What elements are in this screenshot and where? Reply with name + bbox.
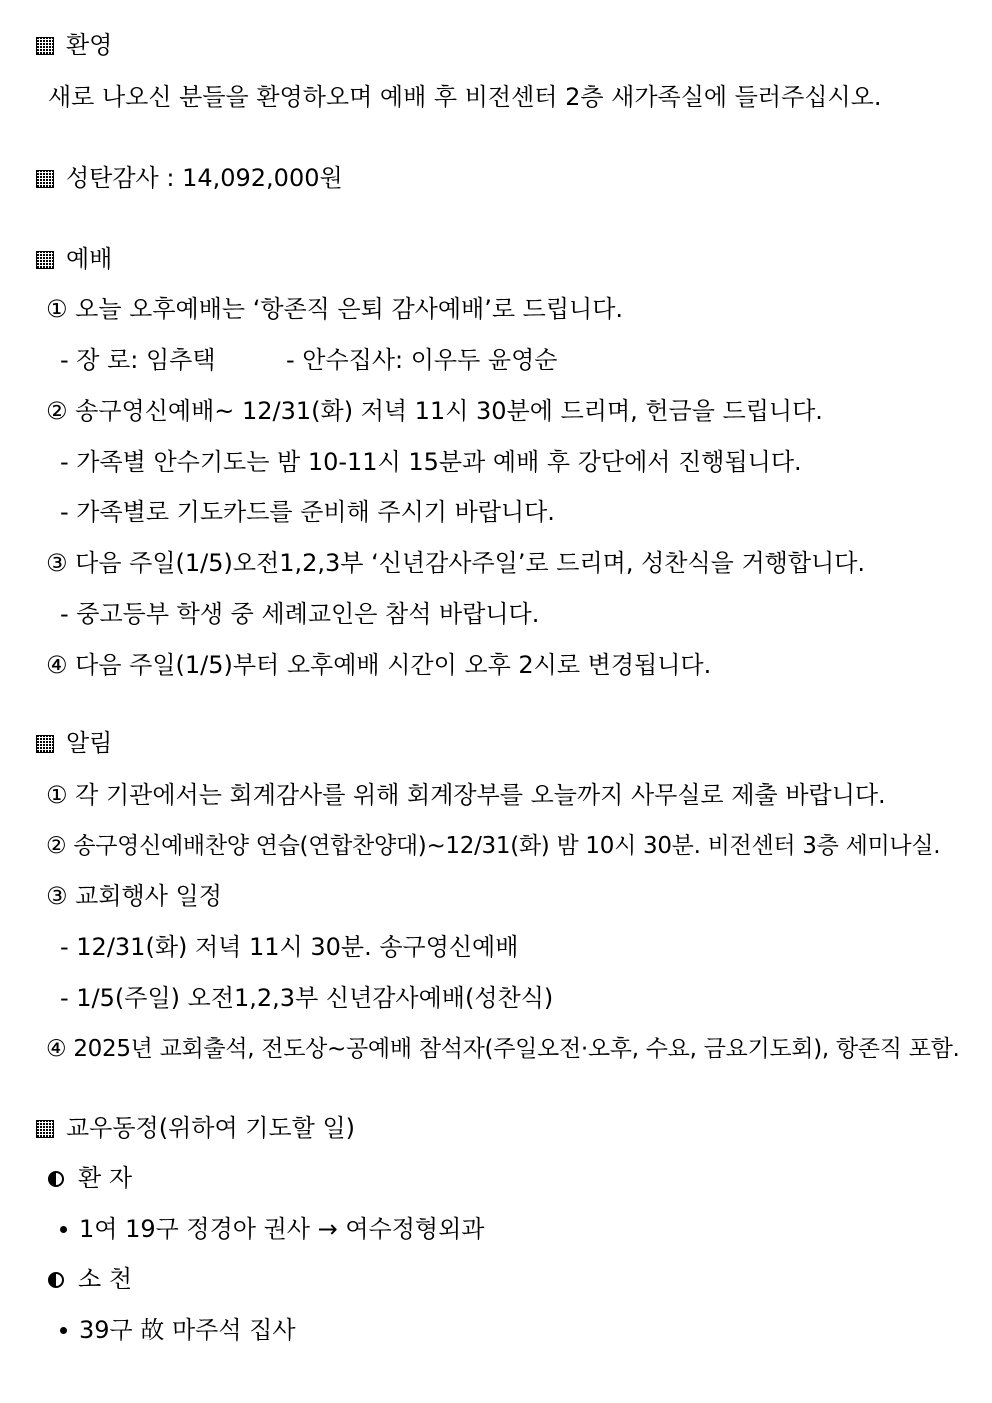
square-bullet-icon — [36, 251, 54, 269]
welcome-heading — [36, 28, 112, 62]
half-circle-icon — [48, 1171, 64, 1187]
worship-item-2-sub-1: - 가족별 안수기도는 밤 10-11시 15분과 예배 후 강단에서 진행됩니다. — [60, 448, 802, 476]
notice-heading — [36, 726, 112, 760]
worship-item-2-sub-2: - 가족별로 기도카드를 준비해 주시기 바랍니다. — [60, 498, 555, 526]
square-bullet-icon — [36, 170, 54, 188]
welcome-text: 새로 나오신 분들을 환영하오며 예배 후 비전센터 2층 새가족실에 들러주십시오. — [48, 83, 882, 111]
welcome-heading-text: 환영 — [66, 31, 113, 59]
square-bullet-icon — [36, 37, 54, 55]
notice-item-1: ① 각 기관에서는 회계감사를 위해 회계장부를 오늘까지 사무실로 제출 바랍니다. — [46, 781, 886, 809]
patients-label — [48, 1161, 132, 1195]
worship-item-1: ① 오늘 오후예배는 ‘항존직 은퇴 감사예배’로 드립니다. — [46, 295, 624, 323]
notice-item-3-sub-1: - 12/31(화) 저녁 11시 30분. 송구영신예배 — [60, 933, 519, 961]
notice-item-2: ② 송구영신예배찬양 연습(연합찬양대)~12/31(화) 밤 10시 30분. 비전센터 3층 세미나실. — [46, 833, 941, 859]
thanks-heading — [36, 161, 343, 195]
notice-item-3-sub-2: - 1/5(주일) 오전1,2,3부 신년감사예배(성찬식) — [60, 984, 554, 1012]
members-heading-text: 교우동정(위하여 기도할 일) — [66, 1114, 356, 1142]
square-bullet-icon — [36, 735, 54, 753]
worship-item-4: ④ 다음 주일(1/5)부터 오후예배 시간이 오후 2시로 변경됩니다. — [46, 651, 712, 679]
deceased-label — [48, 1262, 132, 1296]
half-circle-icon — [48, 1272, 64, 1288]
notice-item-3: ③ 교회행사 일정 — [46, 882, 222, 910]
bullet-dot-icon — [60, 1327, 67, 1334]
deceased-label-text: 소 천 — [78, 1265, 132, 1293]
worship-heading-text: 예배 — [66, 245, 113, 273]
members-heading — [36, 1111, 355, 1145]
deceased-item — [60, 1313, 296, 1347]
notice-item-4: ④ 2025년 교회출석, 전도상~공예배 참석자(주일오전·오후, 수요, 금요기도회), 항존직 포함. — [46, 1036, 960, 1062]
square-bullet-icon — [36, 1120, 54, 1138]
worship-item-3: ③ 다음 주일(1/5)오전1,2,3부 ‘신년감사주일’로 드리며, 성찬식을 거행합니다. — [46, 549, 866, 577]
worship-heading — [36, 242, 112, 276]
patients-label-text: 환 자 — [78, 1164, 132, 1192]
patients-item-text: 1여 19구 정경아 권사 → 여수정형외과 — [79, 1215, 485, 1243]
worship-item-3-sub: - 중고등부 학생 중 세례교인은 참석 바랍니다. — [60, 600, 540, 628]
patients-item — [60, 1212, 484, 1246]
deceased-item-text: 39구 故 마주석 집사 — [79, 1316, 296, 1344]
bullet-dot-icon — [60, 1226, 67, 1233]
worship-item-1-sub-a: - 장 로: 임추택 — [60, 346, 216, 374]
thanks-heading-text: 성탄감사 : 14,092,000원 — [66, 164, 343, 192]
worship-item-2: ② 송구영신예배~ 12/31(화) 저녁 11시 30분에 드리며, 헌금을 드립니다. — [46, 397, 823, 425]
notice-heading-text: 알림 — [66, 729, 113, 757]
worship-item-1-sub-b: - 안수집사: 이우두 윤영순 — [286, 346, 558, 374]
